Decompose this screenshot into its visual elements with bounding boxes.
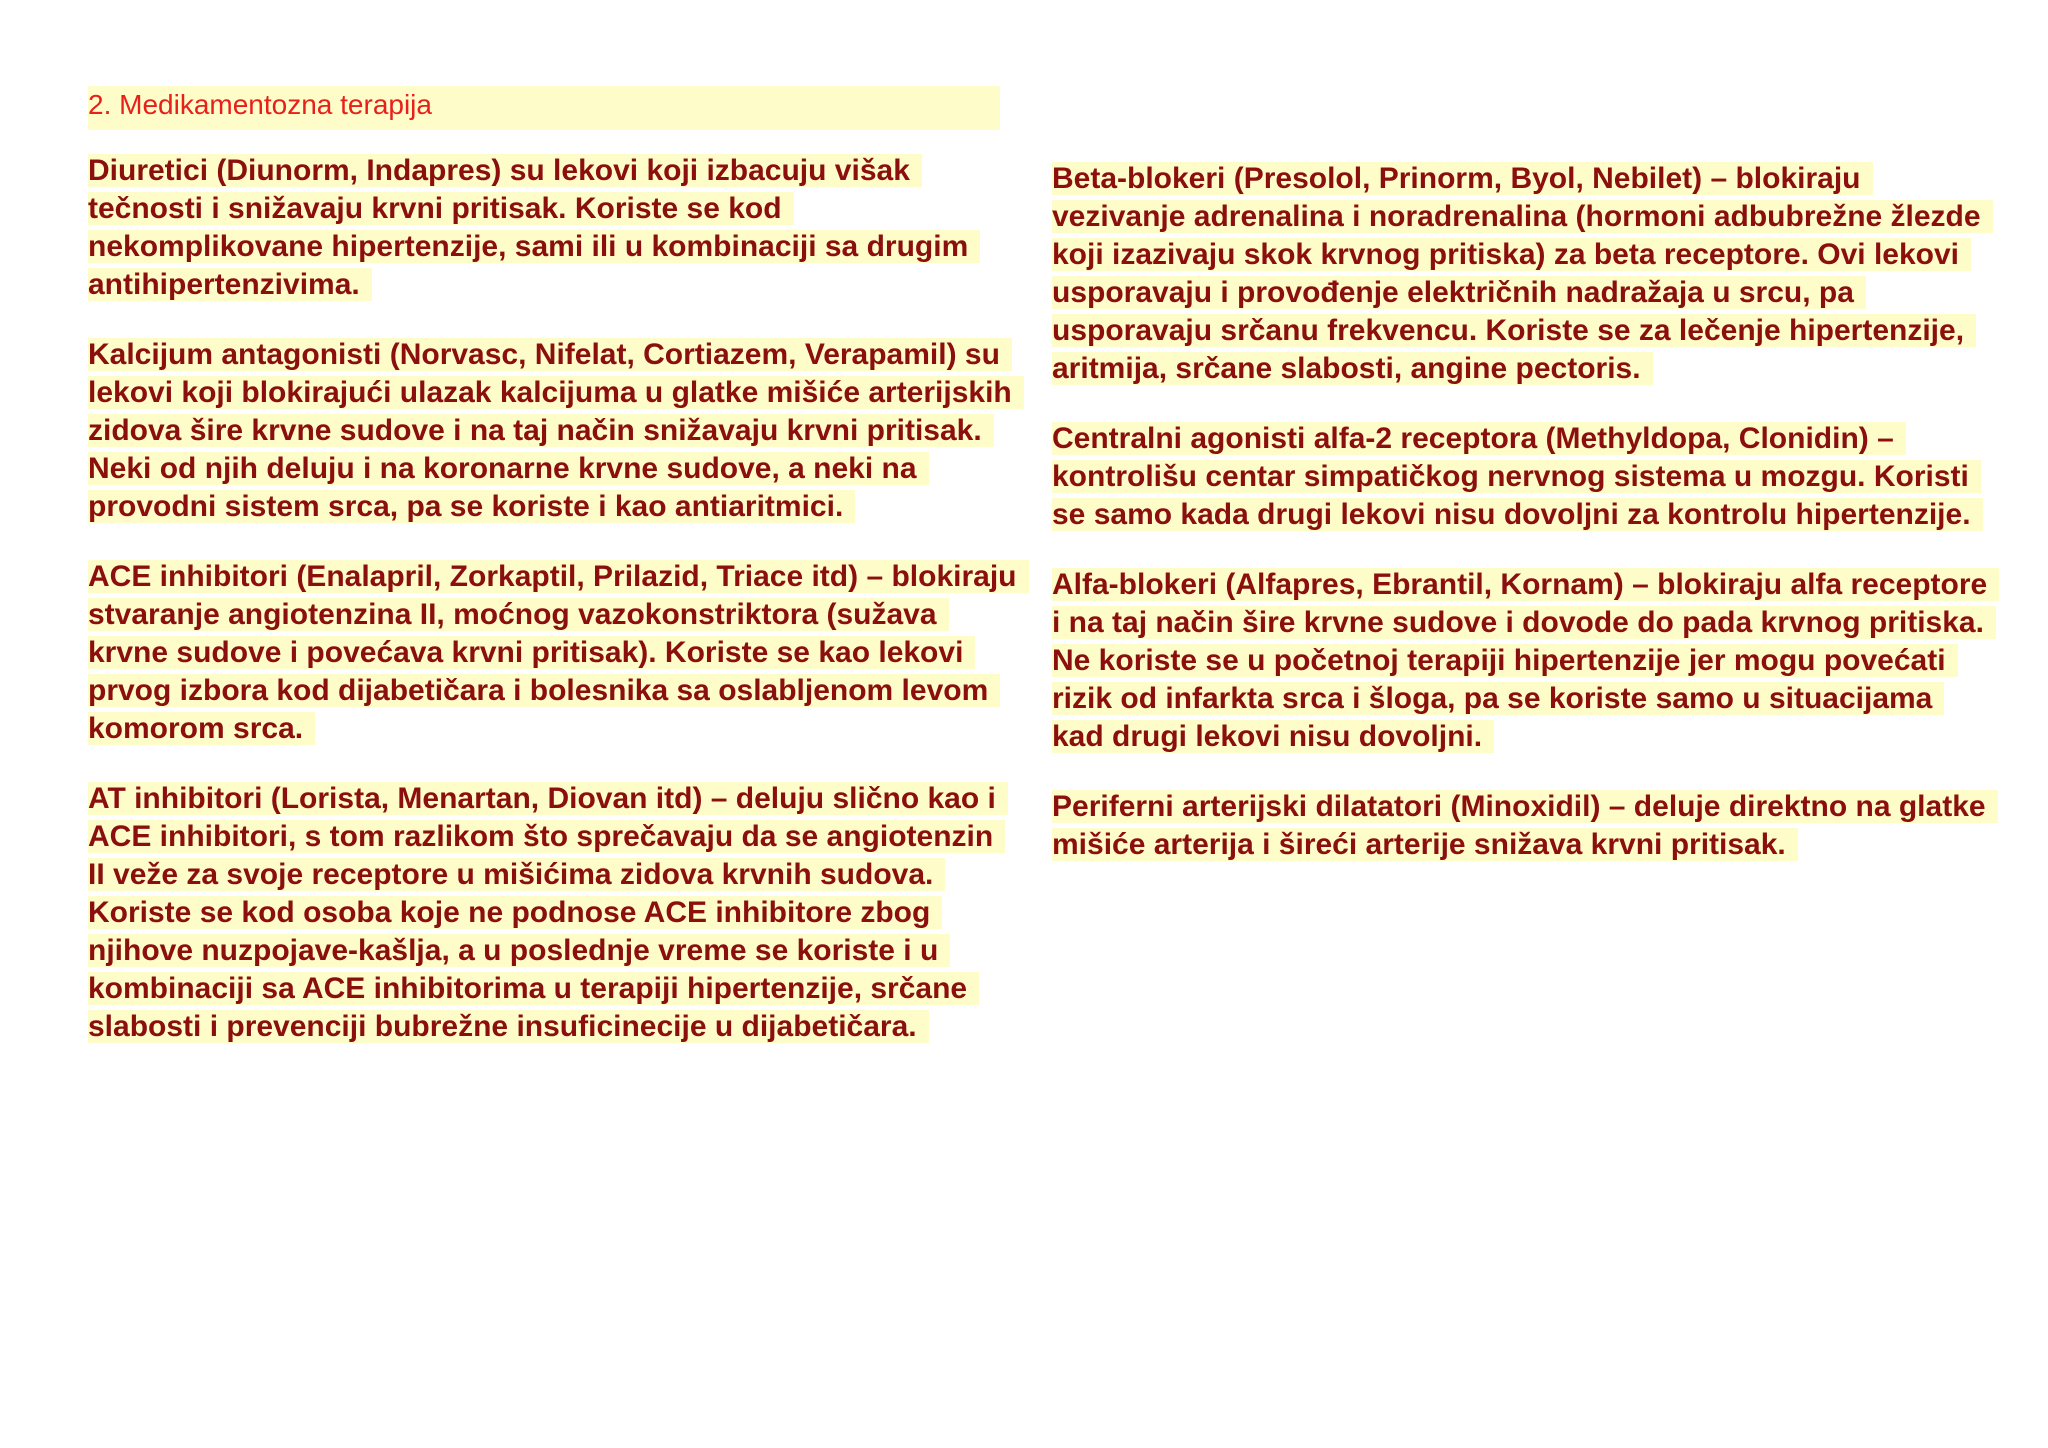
paragraph-text: AT inhibitori (Lorista, Menartan, Diovan itd) – deluju slično kao i ACE inhibitori, s tom razlikom što sprečavaju da se angiotenzin II veže za svoje receptore u mišićima zidova krvnih sudova. Koriste se kod osoba koje ne podnose ACE inhibitore zbog njihove nuzpojave-kašlja, a u poslednje vreme se koriste i u kombinaciji sa ACE inhibitorima u terapiji hipertenzije, srčane slabosti i prevenciji bubrežne insuficinecije u dijabetičara. — [88, 782, 1008, 1043]
paragraph-beta-blokeri — [1052, 160, 1992, 388]
paragraph-text: ACE inhibitori (Enalapril, Zorkaptil, Prilazid, Triace itd) – blokiraju stvaranje angiotenzina II, moćnog vazokonstriktora (sužava krvne sudove i povećava krvni pritisak). Koriste se kao lekovi prvog izbora kod dijabetičara i bolesnika sa oslabljenom levom komorom srca. — [88, 560, 1029, 745]
left-column — [88, 86, 1018, 1078]
paragraph-kalcijum-antagonisti — [88, 336, 1018, 526]
paragraph-alfa-blokeri — [1052, 566, 1992, 756]
paragraph-text: Kalcijum antagonisti (Norvasc, Nifelat, Cortiazem, Verapamil) su lekovi koji blokirajući ulazak kalcijuma u glatke mišiće arterijskih zidova šire krvne sudove i na taj način snižavaju krvni pritisak. Neki od njih deluju i na koronarne krvne sudove, a neki na provodni sistem srca, pa se koriste i kao antiaritmici. — [88, 338, 1024, 523]
paragraph-at-inhibitori — [88, 780, 1018, 1046]
paragraph-text: Diuretici (Diunorm, Indapres) su lekovi koji izbacuju višak tečnosti i snižavaju krvni pritisak. Koriste se kod nekomplikovane hipertenzije, sami ili u kombinaciji sa drugim antihipertenzivima. — [88, 154, 980, 301]
paragraph-centralni-agonisti — [1052, 420, 1992, 534]
paragraph-diuretici — [88, 152, 1018, 304]
right-column — [1052, 160, 1992, 896]
section-heading: 2. Medikamentozna terapija — [88, 86, 1000, 130]
paragraph-text: Periferni arterijski dilatatori (Minoxidil) – deluje direktno na glatke mišiće arterija i šireći arterije snižava krvni pritisak. — [1052, 790, 1998, 861]
paragraph-text: Alfa-blokeri (Alfapres, Ebrantil, Kornam) – blokiraju alfa receptore i na taj način šire krvne sudove i dovode do pada krvnog pritiska. Ne koriste se u početnoj terapiji hipertenzije jer mogu povećati rizik od infarkta srca i šloga, pa se koriste samo u situacijama kad drugi lekovi nisu dovoljni. — [1052, 568, 1999, 753]
paragraph-periferni-dilatatori — [1052, 788, 1992, 864]
paragraph-ace-inhibitori — [88, 558, 1018, 748]
paragraph-text: Centralni agonisti alfa-2 receptora (Methyldopa, Clonidin) – kontrolišu centar simpatičkog nervnog sistema u mozgu. Koristi se samo kada drugi lekovi nisu dovoljni za kontrolu hipertenzije. — [1052, 422, 1983, 531]
paragraph-text: Beta-blokeri (Presolol, Prinorm, Byol, Nebilet) – blokiraju vezivanje adrenalina i noradrenalina (hormoni adbubrežne žlezde koji izazivaju skok krvnog pritiska) za beta receptore. Ovi lekovi usporavaju i provođenje električnih nadražaja u srcu, pa usporavaju srčanu frekvencu. Koriste se za lečenje hipertenzije, aritmija, srčane slabosti, angine pectoris. — [1052, 162, 1993, 385]
